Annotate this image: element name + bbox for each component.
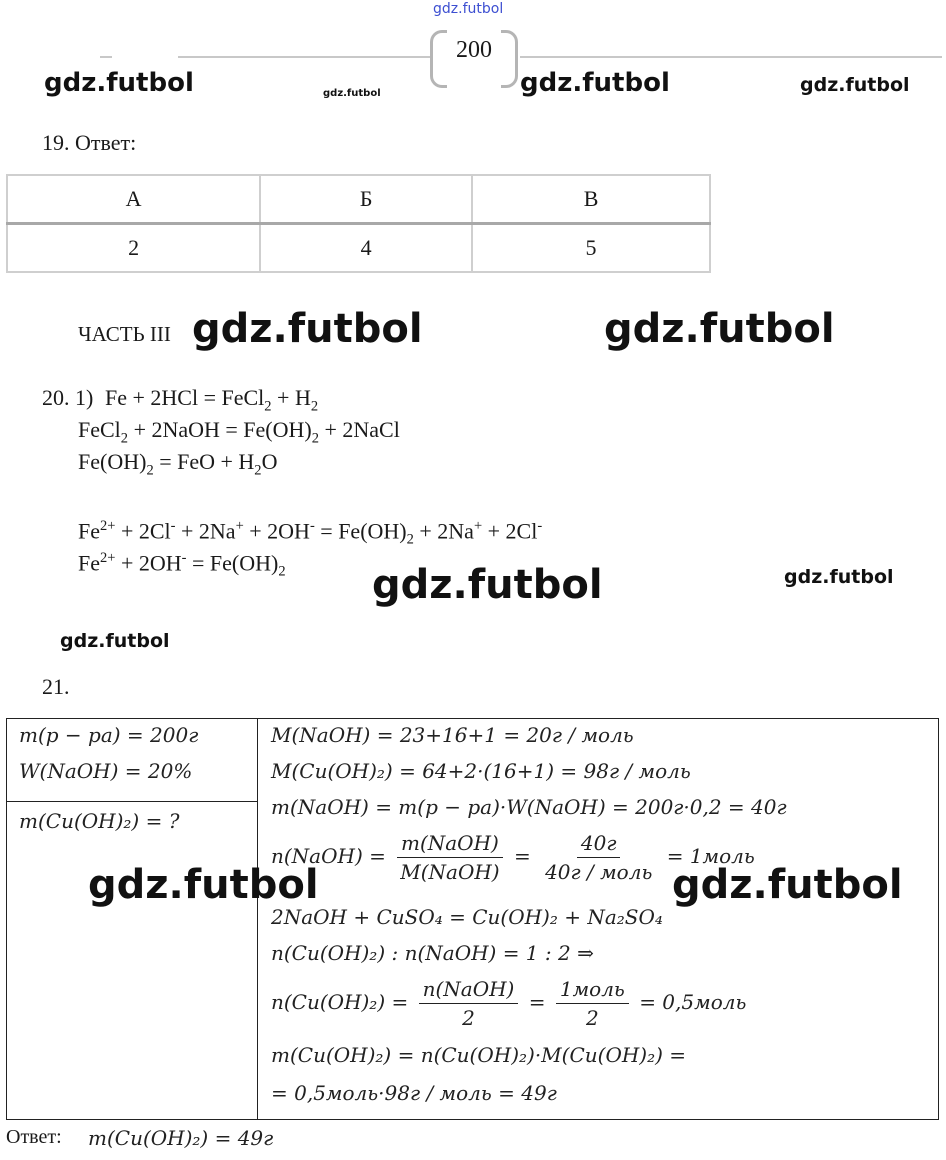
ionic-equation-short: $Fe^{2+} + 2OH^- = Fe(OH)_2$ [78,550,286,580]
fraction-numerator: m(NaOH) [397,831,503,858]
mass-cuoh2-line-2: = 0,5моль·98г / моль = 49г [271,1081,557,1105]
equals: = [513,844,531,868]
divider [7,801,257,802]
divider [257,719,258,1119]
molar-mass-cuoh2: M(Cu(OH)₂) = 64+2·(16+1) = 98г / моль [271,759,691,783]
fraction [541,831,656,884]
moles-cuoh2 [271,977,746,1030]
table-header-cell: А [7,175,260,224]
given-mass-solution: m(p − pa) = 200г [19,723,199,747]
mass-naoh: m(NaOH) = m(p − pa)·W(NaOH) = 200г·0,2 = 40г [271,795,787,819]
reaction-equation: 2NaOH + CuSO₄ = Cu(OH)₂ + Na₂SO₄ [271,905,663,929]
solution-table [6,718,939,1120]
watermark: gdz.futbol [323,88,381,99]
watermark: gdz.futbol [60,630,170,652]
table-header-cell: В [472,175,710,224]
watermark: gdz.futbol [672,862,903,908]
watermark: gdz.futbol [192,306,423,352]
watermark: gdz.futbol [604,306,835,352]
q20-label: 20. 1) [42,385,94,410]
watermark: gdz.futbol [44,68,194,98]
table-cell: 5 [472,224,710,273]
watermark: gdz.futbol [784,566,894,588]
equation-3: $Fe(OH)_2$ = FeO + $H_2O$ [78,449,278,479]
fraction [556,977,629,1030]
table-cell: 2 [7,224,260,273]
equation-2: FeCl$_2$ + 2NaOH = $Fe(OH)_2$ + 2NaCl [78,417,400,447]
fraction-denominator: 2 [585,1006,599,1030]
moles-cuoh2-result: = 0,5моль [639,990,747,1014]
page-number: 200 [430,28,518,84]
mass-cuoh2-line-1: m(Cu(OH)₂) = n(Cu(OH)₂)·M(Cu(OH)₂) = [271,1043,687,1067]
final-answer-value: m(Cu(OH)₂) = 49г [88,1126,274,1150]
equals: = [528,990,546,1014]
table-header-cell: Б [260,175,472,224]
part-heading: ЧАСТЬ III [78,322,171,346]
header-rule-stub [100,56,112,58]
given-mass-fraction: W(NaOH) = 20% [19,759,193,783]
fraction [396,831,503,884]
watermark-top: gdz.futbol [433,1,504,17]
molar-mass-naoh: M(NaOH) = 23+16+1 = 20г / моль [271,723,634,747]
q19-answer-table [6,174,711,273]
equation-1: Fe + 2HCl = FeCl$_2$ + $H_2$ [105,385,319,415]
header-rule-left [178,56,432,58]
watermark: gdz.futbol [800,74,910,96]
fraction-denominator: M(NaOH) [400,860,500,884]
watermark: gdz.futbol [88,862,319,908]
watermark: gdz.futbol [520,68,670,98]
find-mass: m(Cu(OH)₂) = ? [19,809,180,833]
final-answer-label: Ответ: [6,1126,62,1148]
watermark: gdz.futbol [372,562,603,608]
fraction-numerator: 40г [577,831,621,858]
fraction-numerator: n(NaOH) [419,977,519,1004]
moles-naoh-result: = 1моль [666,844,755,868]
fraction-denominator: 40г / моль [545,860,653,884]
moles-cuoh2-lhs: n(Cu(OH)₂) = [271,990,409,1014]
ionic-equation-full: $Fe^{2+} + 2Cl^- + 2Na^+ + 2OH^- = Fe(OH)_2 + 2Na^+ + 2Cl^-$ [78,518,543,548]
moles-naoh-lhs: n(NaOH) = [271,844,386,868]
fraction-numerator: 1моль [556,977,629,1004]
fraction [419,977,519,1030]
q21-label: 21. [42,674,70,699]
header-rule-right [520,56,942,58]
q19-label: 19. Ответ: [42,130,137,155]
mole-ratio: n(Cu(OH)₂) : n(NaOH) = 1 : 2 ⇒ [271,941,594,965]
table-cell: 4 [260,224,472,273]
fraction-denominator: 2 [462,1006,475,1030]
